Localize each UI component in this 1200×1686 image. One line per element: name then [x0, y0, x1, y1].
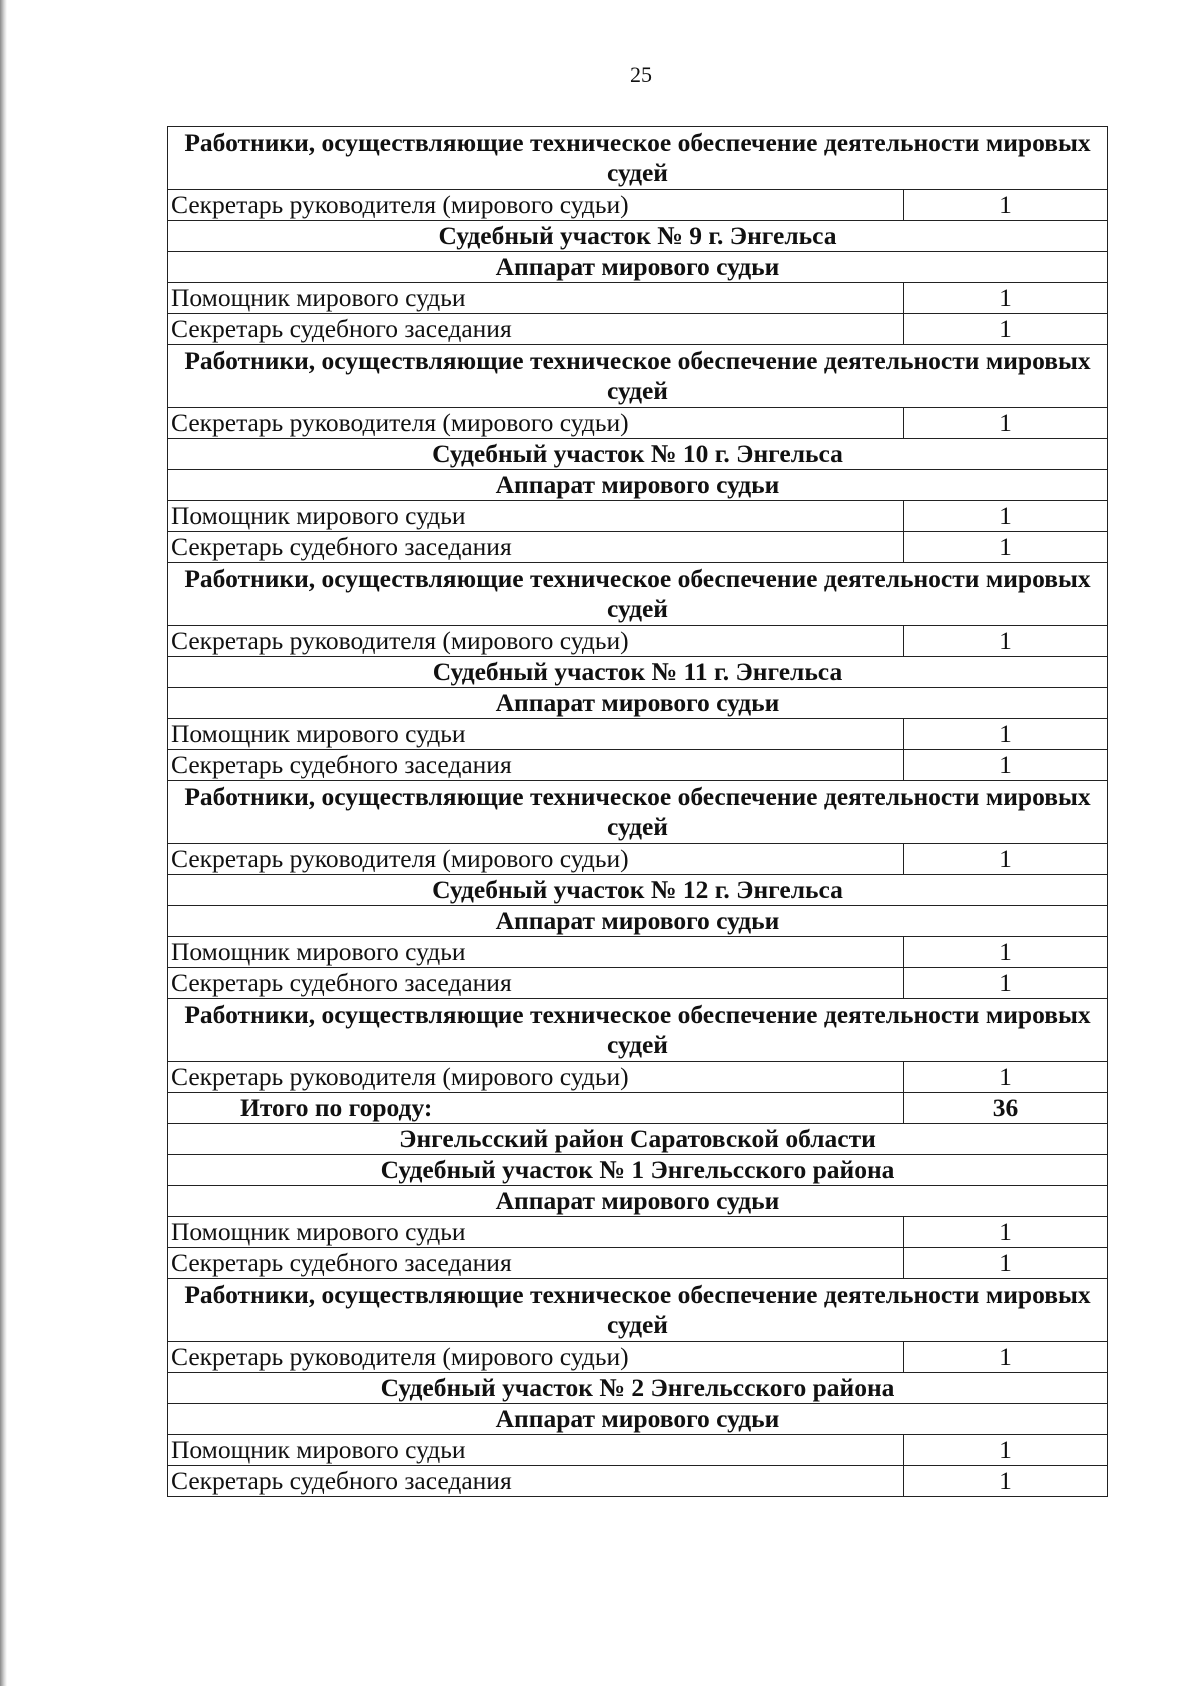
section-heading: Судебный участок № 11 г. Энгельса: [168, 657, 1108, 688]
total-label: Итого по городу:: [168, 1093, 904, 1124]
position-count: 1: [904, 1435, 1108, 1466]
section-heading-row: [168, 345, 1108, 408]
position-row: [168, 1466, 1108, 1497]
section-heading-row: [168, 688, 1108, 719]
position-row: [168, 314, 1108, 345]
section-heading: Аппарат мирового судьи: [168, 1404, 1108, 1435]
position-count: 1: [904, 937, 1108, 968]
section-heading-row: [168, 252, 1108, 283]
position-row: [168, 1248, 1108, 1279]
position-row: [168, 1435, 1108, 1466]
section-heading-row: [168, 1404, 1108, 1435]
position-name: Секретарь судебного заседания: [168, 314, 904, 345]
staff-table: [167, 126, 1108, 1497]
position-count: 1: [904, 719, 1108, 750]
position-count: 1: [904, 314, 1108, 345]
position-count: 1: [904, 1062, 1108, 1093]
section-heading-row: [168, 875, 1108, 906]
position-name: Помощник мирового судьи: [168, 283, 904, 314]
position-row: [168, 968, 1108, 999]
position-name: Секретарь руководителя (мирового судьи): [168, 408, 904, 439]
section-heading-row: [168, 906, 1108, 937]
position-name: Помощник мирового судьи: [168, 1217, 904, 1248]
position-count: 1: [904, 844, 1108, 875]
position-count: 1: [904, 501, 1108, 532]
position-row: [168, 1062, 1108, 1093]
section-heading-row: [168, 1279, 1108, 1342]
section-heading: Судебный участок № 2 Энгельсского района: [168, 1373, 1108, 1404]
position-name: Помощник мирового судьи: [168, 1435, 904, 1466]
position-name: Секретарь руководителя (мирового судьи): [168, 1342, 904, 1373]
section-heading: Аппарат мирового судьи: [168, 1186, 1108, 1217]
position-count: 1: [904, 1248, 1108, 1279]
position-count: 1: [904, 283, 1108, 314]
section-heading: Энгельсский район Саратовской области: [168, 1124, 1108, 1155]
section-heading-row: [168, 1186, 1108, 1217]
section-heading: Аппарат мирового судьи: [168, 252, 1108, 283]
position-row: [168, 719, 1108, 750]
section-heading-row: [168, 657, 1108, 688]
position-name: Секретарь судебного заседания: [168, 750, 904, 781]
section-heading-row: [168, 127, 1108, 190]
position-name: Секретарь руководителя (мирового судьи): [168, 844, 904, 875]
section-heading-row: [168, 1155, 1108, 1186]
section-heading: Работники, осуществляющие техническое обеспечение деятельности мировых судей: [168, 563, 1108, 626]
position-row: [168, 937, 1108, 968]
section-heading: Аппарат мирового судьи: [168, 470, 1108, 501]
position-name: Секретарь руководителя (мирового судьи): [168, 1062, 904, 1093]
position-name: Секретарь руководителя (мирового судьи): [168, 626, 904, 657]
position-row: [168, 532, 1108, 563]
position-count: 1: [904, 968, 1108, 999]
position-name: Помощник мирового судьи: [168, 719, 904, 750]
position-count: 1: [904, 750, 1108, 781]
section-heading: Работники, осуществляющие техническое обеспечение деятельности мировых судей: [168, 127, 1108, 190]
section-heading-row: [168, 439, 1108, 470]
position-row: [168, 408, 1108, 439]
position-row: [168, 190, 1108, 221]
position-row: [168, 626, 1108, 657]
section-heading-row: [168, 563, 1108, 626]
position-name: Помощник мирового судьи: [168, 501, 904, 532]
position-name: Секретарь судебного заседания: [168, 532, 904, 563]
position-row: [168, 1342, 1108, 1373]
position-row: [168, 501, 1108, 532]
section-heading-row: [168, 781, 1108, 844]
position-count: 1: [904, 532, 1108, 563]
position-name: Помощник мирового судьи: [168, 937, 904, 968]
position-row: [168, 283, 1108, 314]
section-heading: Аппарат мирового судьи: [168, 688, 1108, 719]
position-name: Секретарь судебного заседания: [168, 968, 904, 999]
section-heading-row: [168, 470, 1108, 501]
section-heading-row: [168, 999, 1108, 1062]
position-row: [168, 1217, 1108, 1248]
section-heading-row: [168, 1373, 1108, 1404]
position-count: 1: [904, 190, 1108, 221]
section-heading: Судебный участок № 1 Энгельсского района: [168, 1155, 1108, 1186]
section-heading: Судебный участок № 12 г. Энгельса: [168, 875, 1108, 906]
position-row: [168, 844, 1108, 875]
position-count: 1: [904, 1466, 1108, 1497]
position-name: Секретарь судебного заседания: [168, 1248, 904, 1279]
position-name: Секретарь руководителя (мирового судьи): [168, 190, 904, 221]
section-heading: Аппарат мирового судьи: [168, 906, 1108, 937]
position-name: Секретарь судебного заседания: [168, 1466, 904, 1497]
position-count: 1: [904, 626, 1108, 657]
section-heading-row: [168, 1124, 1108, 1155]
total-value: 36: [904, 1093, 1108, 1124]
position-count: 1: [904, 1342, 1108, 1373]
section-heading: Работники, осуществляющие техническое обеспечение деятельности мировых судей: [168, 1279, 1108, 1342]
position-row: [168, 750, 1108, 781]
position-count: 1: [904, 1217, 1108, 1248]
scan-edge-shadow: [0, 0, 7, 1686]
total-row: [168, 1093, 1108, 1124]
section-heading: Судебный участок № 9 г. Энгельса: [168, 221, 1108, 252]
section-heading: Работники, осуществляющие техническое обеспечение деятельности мировых судей: [168, 999, 1108, 1062]
position-count: 1: [904, 408, 1108, 439]
page-number: 25: [630, 62, 652, 87]
section-heading: Работники, осуществляющие техническое обеспечение деятельности мировых судей: [168, 781, 1108, 844]
section-heading: Работники, осуществляющие техническое обеспечение деятельности мировых судей: [168, 345, 1108, 408]
section-heading: Судебный участок № 10 г. Энгельса: [168, 439, 1108, 470]
staff-table-body: [168, 127, 1108, 1497]
section-heading-row: [168, 221, 1108, 252]
